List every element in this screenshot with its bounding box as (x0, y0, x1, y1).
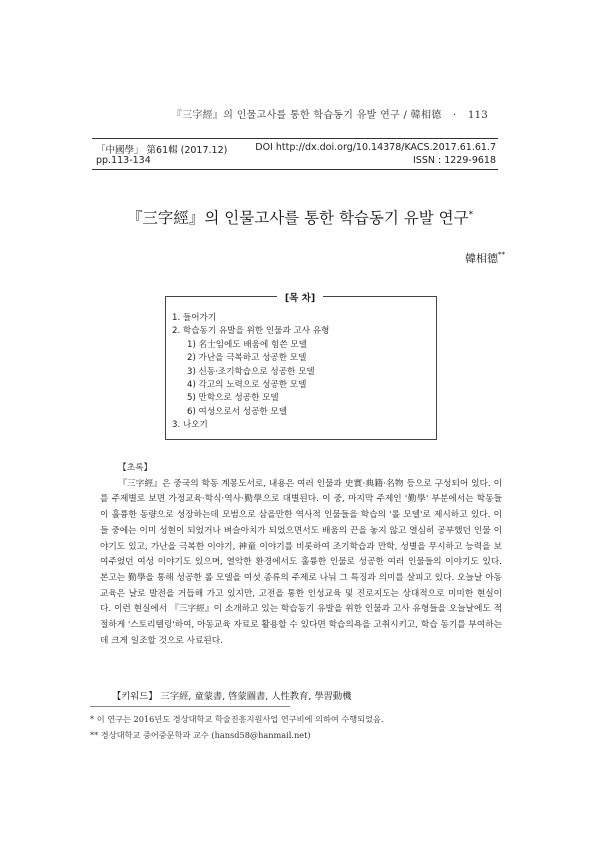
paper-title (0, 206, 600, 228)
author-footnote-mark[interactable]: ** (498, 251, 505, 259)
toc-item[interactable]: 3. 나오기 (172, 420, 208, 431)
toc-item[interactable]: 1. 들어가기 (172, 313, 217, 323)
keywords-label: 【키워드】 (112, 691, 158, 702)
page-range: pp.113-134 (96, 155, 151, 166)
author (465, 250, 505, 266)
running-head-separator: · (453, 110, 457, 121)
publication-meta (92, 138, 498, 170)
keywords (112, 688, 352, 702)
toc-item[interactable]: 2) 가난을 극복하고 성공한 모델 (187, 353, 307, 364)
toc-list (172, 312, 329, 433)
toc-item[interactable]: 3) 신동·조기학습으로 성공한 모델 (187, 366, 315, 377)
footnote-divider (90, 706, 290, 707)
toc-item[interactable]: 5) 만학으로 성공한 모델 (187, 393, 279, 404)
toc-item[interactable]: 2. 학습동기 유발을 위한 인물과 고사 유형 (172, 326, 330, 337)
toc-heading: [목 차] (0, 290, 600, 304)
toc-item[interactable]: 6) 여성으로서 성공한 모델 (187, 406, 288, 417)
abstract-label: 【초록】 (118, 463, 153, 473)
page-number: 113 (468, 110, 488, 121)
doi-link[interactable]: DOI http://dx.doi.org/10.14378/KACS.2017.61.61.7 (255, 142, 496, 153)
paper-title-text: 『三字經』의 인물고사를 통한 학습동기 유발 연구 (126, 209, 469, 227)
footnote-affiliation: ** 경상대학교 중어중문학과 교수 (hansd58@hanmail.net) (90, 730, 311, 740)
running-head-text: 『三字經』의 인물고사를 통한 학습동기 유발 연구 / 韓相德 (171, 110, 442, 121)
running-head (172, 106, 488, 121)
toc-item[interactable]: 4) 각고의 노력으로 성공한 모델 (187, 379, 307, 390)
abstract (100, 461, 502, 649)
journal-info: 「中國學」 第61輯 (2017.12) (96, 145, 228, 156)
title-footnote-mark[interactable]: * (468, 210, 474, 220)
toc-item[interactable]: 1) 名士임에도 배움에 힘쓴 모델 (187, 339, 307, 350)
keywords-value: 三字經, 童蒙書, 啓蒙圖書, 人性教育, 學習動機 (160, 691, 352, 702)
author-name: 韓相德 (465, 252, 498, 265)
footnote-funding: * 이 연구는 2016년도 경상대학교 학술진흥지원사업 연구비에 의하여 수행되었음. (90, 714, 384, 724)
issn: ISSN : 1229-9618 (413, 155, 496, 166)
abstract-body: 『三字經』은 중국의 학동 계몽도서로, 내용은 여러 인물과 史實·典籍·名物 등으로 구성되어 있다. 이를 주제별로 보면 가정교육·학식·역사·勤學으로 대별된다. 이 중, 마지막 주제인 '勤學' 부분에서는 학동들이 훌륭한 동량으로 성장하는데 모범으로 삼을만한 역사적 인물들을 학습의 '롤 모델'로 제시하고 있다. 이들 중에는 이미 성현이 되었거나 벼슬아치가 되었으면서도 배움의 끈을 놓지 않고 열심히 공부했던 인물 이야기도 있고, 가난을 극복한 이야기, 神童 이야기를 비롯하여 조기학습과 만학, 성별을 무시하고 능력을 보여주었던 여성 이야기도 있으며, 열악한 환경에서도 훌륭한 인물로 성공한 여러 인물들의 이야기도 있다. 본고는 勤學을 통해 성공한 롤 모델을 여섯 종류의 주제로 나눠 그 특징과 의미를 살피고 있다. 오늘날 아동교육은 날로 발전을 거듭해 가고 있지만, 고전을 통한 인성교육 및 진로지도는 상대적으로 미미한 현실이다. 이런 현실에서 『三字經』이 소개하고 있는 학습동기 유발을 위한 인물과 고사 유형들을 오늘날에도 적절하게 '스토리텔링'하여, 아동교육 자료로 활용할 수 있다면 학습의욕을 고취시키고, 학습 동기를 부여하는데 크게 일조할 것으로 사료된다. (100, 478, 502, 646)
